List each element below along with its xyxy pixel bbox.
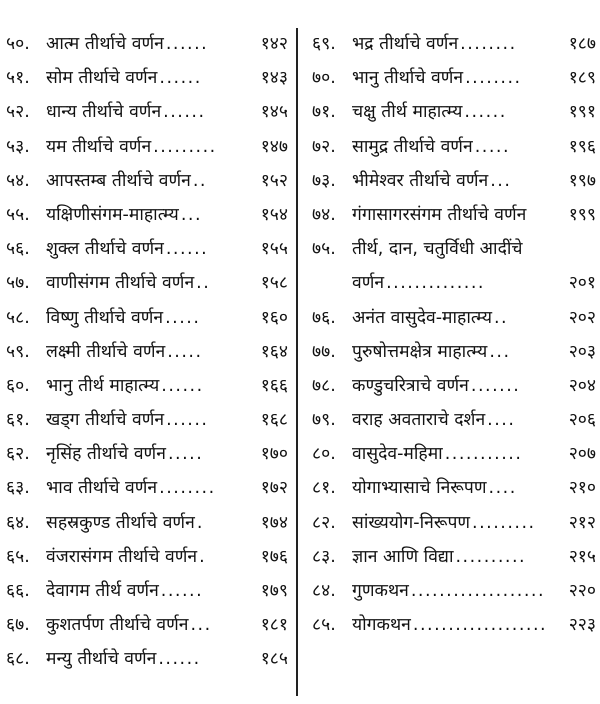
leader-dots: ......: [158, 649, 201, 670]
entry-number: ५३.: [6, 136, 30, 157]
toc-entry: [312, 578, 596, 612]
entry-number: ८२.: [312, 512, 336, 533]
toc-entry: [6, 99, 288, 133]
toc-right-column: [312, 31, 596, 646]
toc-entry: [312, 168, 596, 202]
entry-title: पुरुषोत्तमक्षेत्र माहात्म्य: [352, 341, 488, 362]
leader-dots: ...................: [410, 581, 546, 601]
toc-entry: [6, 305, 288, 339]
page-number: १५२: [260, 170, 288, 191]
leader-dots: ..............: [386, 273, 485, 294]
entry-title: शुक्ल तीर्थाचे वर्णन: [46, 239, 164, 260]
page-number: २०२: [568, 307, 596, 328]
toc-entry: [6, 373, 288, 407]
toc-entry: [312, 373, 596, 407]
toc-entry: [6, 65, 288, 99]
leader-dots: ......: [166, 410, 209, 431]
entry-title: वाणीसंगम तीर्थाचे वर्णन: [46, 273, 195, 294]
toc-entry: [6, 544, 288, 578]
entry-title: सामुद्र तीर्थाचे वर्णन: [352, 136, 473, 157]
leader-dots: ......: [159, 68, 202, 89]
entry-number: ६३.: [6, 478, 30, 499]
toc-entry: [312, 510, 596, 544]
entry-number: ८४.: [312, 581, 336, 601]
entry-title: चक्षु तीर्थ माहात्म्य: [352, 102, 463, 123]
entry-title: वर्णन: [352, 273, 385, 294]
page-number: १८५: [260, 649, 288, 670]
entry-number: ६४.: [6, 512, 30, 533]
entry-title: गुणकथन: [352, 581, 409, 601]
entry-title: योगाभ्यासाचे निरूपण: [352, 478, 487, 499]
toc-entry: [6, 407, 288, 441]
leader-dots: ..........: [455, 546, 527, 567]
entry-number: ५८.: [6, 307, 30, 328]
entry-number: ७६.: [312, 307, 336, 328]
entry-number: ५९.: [6, 341, 30, 362]
leader-dots: .: [199, 546, 207, 567]
leader-dots: .....: [474, 136, 511, 157]
entry-title: भानु तीर्थ माहात्म्य: [46, 375, 160, 396]
leader-dots: .....: [167, 444, 204, 465]
entry-title: खड्ग तीर्थाचे वर्णन: [46, 410, 165, 431]
leader-dots: ........: [465, 68, 522, 89]
entry-title: कुशतर्पण तीर्थाचे वर्णन: [46, 615, 189, 636]
leader-dots: ......: [161, 375, 204, 396]
toc-entry: [6, 646, 288, 680]
entry-number: ५७.: [6, 273, 30, 294]
toc-entry: [6, 270, 288, 304]
column-divider: [296, 28, 298, 696]
entry-title: आत्म तीर्थाचे वर्णन: [46, 34, 164, 54]
entry-title: कण्डुचरित्राचे वर्णन: [352, 375, 469, 396]
leader-dots: ......: [163, 102, 206, 123]
entry-title: लक्ष्मी तीर्थाचे वर्णन: [46, 341, 166, 362]
toc-entry: [312, 305, 596, 339]
page-number: १७६: [260, 546, 288, 567]
entry-title: भाव तीर्थाचे वर्णन: [46, 478, 158, 499]
entry-number: ५१.: [6, 68, 30, 89]
entry-number: ५४.: [6, 170, 30, 191]
leader-dots: ..: [196, 273, 211, 294]
page-number: १९६: [568, 136, 596, 157]
entry-number: ७३.: [312, 170, 336, 191]
leader-dots: ......: [165, 239, 209, 260]
leader-dots: .....: [167, 341, 203, 362]
entry-number: ५५.: [6, 204, 30, 225]
page-number: १४२: [260, 34, 288, 54]
entry-number: ८१.: [312, 478, 336, 499]
leader-dots: ...................: [412, 615, 548, 636]
entry-title: सहस्रकुण्ड तीर्थाचे वर्णन: [46, 512, 195, 533]
page-number: १७४: [260, 512, 288, 533]
page-number: २१२: [568, 512, 596, 533]
entry-title: नृसिंह तीर्थाचे वर्णन: [46, 444, 166, 465]
entry-title: देवागम तीर्थ वर्णन: [46, 581, 159, 601]
page-number: २०४: [568, 375, 596, 396]
leader-dots: ...: [190, 615, 212, 636]
page-number: २२३: [568, 615, 596, 636]
page-number: १८७: [568, 34, 596, 54]
leader-dots: .......: [470, 375, 521, 396]
toc-entry: [312, 612, 596, 646]
page-number: १७०: [260, 444, 288, 465]
page-number: १४५: [260, 102, 288, 123]
entry-number: ६२.: [6, 444, 30, 465]
entry-title: वराह अवताराचे दर्शन: [352, 410, 486, 431]
page-number: १९७: [568, 170, 596, 191]
leader-dots: ..: [493, 307, 509, 328]
entry-number: ७५.: [312, 239, 336, 260]
toc-entry: [312, 134, 596, 168]
toc-entry: [6, 31, 288, 65]
toc-entry: [6, 441, 288, 475]
entry-number: ६१.: [6, 410, 30, 431]
toc-entry: [6, 612, 288, 646]
entry-title: सोम तीर्थाचे वर्णन: [46, 68, 158, 89]
entry-number: ६५.: [6, 546, 30, 567]
entry-number: ५०.: [6, 34, 30, 54]
leader-dots: .........: [153, 136, 217, 157]
toc-entry: [6, 134, 288, 168]
entry-number: ६७.: [6, 615, 30, 636]
page-number: २०६: [568, 410, 596, 431]
toc-entry: [6, 339, 288, 373]
entry-title: गंगासागरसंगम तीर्थाचे वर्णन: [352, 204, 527, 225]
entry-number: ७७.: [312, 341, 336, 362]
leader-dots: ...........: [444, 444, 523, 465]
entry-number: ८५.: [312, 615, 336, 636]
page-number: १९१: [568, 102, 596, 123]
page-number: २०३: [568, 341, 596, 362]
toc-entry: [312, 202, 596, 236]
leader-dots: .....: [165, 307, 201, 328]
leader-dots: ..: [192, 170, 207, 191]
entry-title: यक्षिणीसंगम-माहात्म्य: [46, 204, 179, 225]
toc-entry: [312, 475, 596, 509]
entry-title: अनंत वासुदेव-माहात्म्य: [352, 307, 492, 328]
entry-number: ५२.: [6, 102, 30, 123]
leader-dots: .........: [472, 512, 536, 533]
toc-entry: [6, 168, 288, 202]
toc-entry: [6, 578, 288, 612]
page-number: १६४: [260, 341, 288, 362]
toc-left-column: [6, 31, 288, 681]
entry-number: ७२.: [312, 136, 336, 157]
entry-title: मन्यु तीर्थाचे वर्णन: [46, 649, 157, 670]
entry-number: ८०.: [312, 444, 336, 465]
toc-entry: [6, 236, 288, 270]
toc-entry: [312, 270, 596, 304]
entry-number: ६९.: [312, 34, 336, 54]
entry-number: ८३.: [312, 546, 336, 567]
leader-dots: ........: [159, 478, 216, 499]
leader-dots: ...: [490, 170, 512, 191]
leader-dots: ......: [165, 34, 209, 54]
page-number: २१०: [568, 478, 596, 499]
entry-title: योगकथन: [352, 615, 411, 636]
leader-dots: ......: [160, 581, 204, 601]
page-number: १८९: [568, 68, 596, 89]
leader-dots: ....: [488, 478, 517, 499]
entry-title: तीर्थ, दान, चतुर्विधी आदींचे: [352, 239, 523, 260]
entry-title: आपस्तम्ब तीर्थाचे वर्णन: [46, 170, 191, 191]
entry-title: ज्ञान आणि विद्या: [352, 546, 454, 567]
page-number: १८१: [260, 615, 288, 636]
toc-entry: [312, 236, 596, 270]
toc-entry: [312, 339, 596, 373]
page-number: २१५: [568, 546, 596, 567]
toc-entry: [312, 441, 596, 475]
entry-title: विष्णु तीर्थाचे वर्णन: [46, 307, 164, 328]
entry-number: ७४.: [312, 204, 336, 225]
page-number: १५८: [260, 273, 288, 294]
entry-number: ७१.: [312, 102, 336, 123]
toc-entry: [6, 202, 288, 236]
page-number: २०१: [568, 273, 596, 294]
page-number: १७९: [260, 581, 288, 601]
toc-entry: [312, 65, 596, 99]
page-number: १७२: [260, 478, 288, 499]
entry-number: ७८.: [312, 375, 336, 396]
toc-entry: [312, 544, 596, 578]
entry-number: ६०.: [6, 375, 30, 396]
entry-title: धान्य तीर्थाचे वर्णन: [46, 102, 162, 123]
entry-title: भीमेश्वर तीर्थाचे वर्णन: [352, 170, 489, 191]
toc-entry: [312, 31, 596, 65]
entry-number: ५६.: [6, 239, 30, 260]
entry-title: वंजरासंगम तीर्थाचे वर्णन: [46, 546, 198, 567]
page-number: १५४: [260, 204, 288, 225]
entry-title: सांख्ययोग-निरूपण: [352, 512, 471, 533]
leader-dots: ....: [487, 410, 516, 431]
entry-title: यम तीर्थाचे वर्णन: [46, 136, 152, 157]
page-number: १४३: [260, 68, 288, 89]
leader-dots: ...: [489, 341, 511, 362]
toc-entry: [312, 407, 596, 441]
page-number: २०७: [568, 444, 596, 465]
toc-entry: [6, 475, 288, 509]
leader-dots: ...: [180, 204, 203, 225]
entry-number: ६६.: [6, 581, 30, 601]
entry-title: वासुदेव-महिमा: [352, 444, 443, 465]
page-number: १६६: [260, 375, 288, 396]
leader-dots: .: [196, 512, 204, 533]
entry-number: ६८.: [6, 649, 30, 670]
entry-title: भद्र तीर्थाचे वर्णन: [352, 34, 459, 54]
page-number: १४७: [260, 136, 288, 157]
page-number: २२०: [568, 581, 596, 601]
leader-dots: ........: [460, 34, 517, 54]
page-number: १५५: [260, 239, 288, 260]
entry-number: ७९.: [312, 410, 336, 431]
page-number: १६०: [260, 307, 288, 328]
page-number: १६८: [260, 410, 288, 431]
leader-dots: ......: [464, 102, 507, 123]
toc-entry: [6, 510, 288, 544]
entry-title: भानु तीर्थाचे वर्णन: [352, 68, 464, 89]
entry-number: ७०.: [312, 68, 336, 89]
toc-entry: [312, 99, 596, 133]
page-number: १९९: [568, 204, 596, 225]
